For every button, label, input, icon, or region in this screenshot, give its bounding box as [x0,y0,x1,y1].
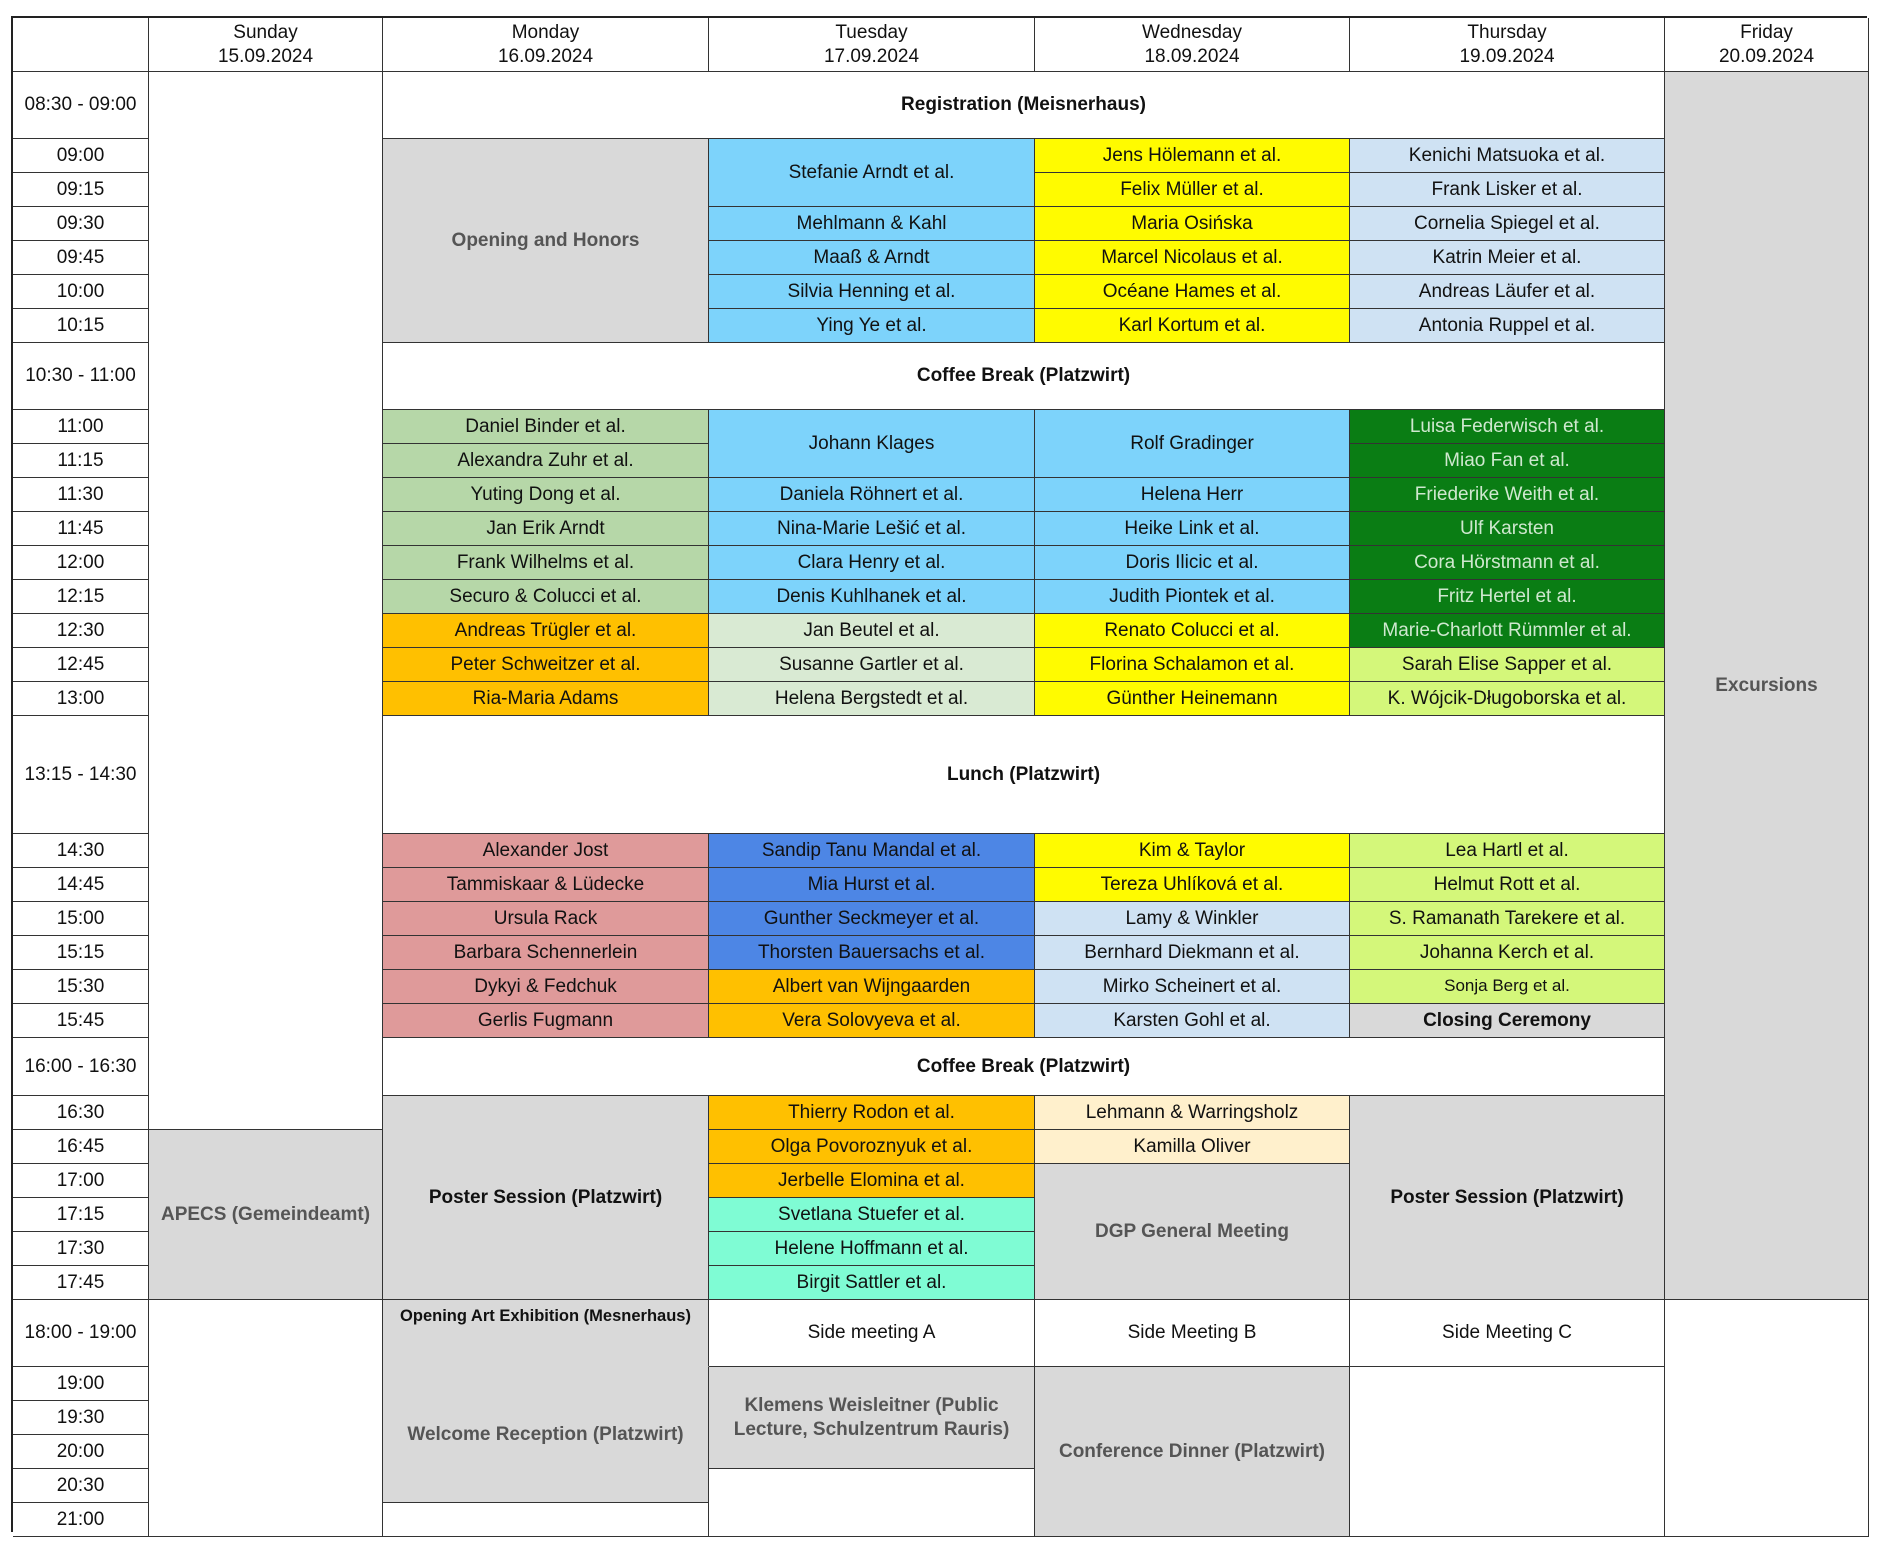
talk: Ulf Karsten [1350,512,1665,546]
coffee-break-afternoon: Coffee Break (Platzwirt) [383,1038,1665,1096]
talk: Lamy & Winkler [1035,902,1350,936]
excursions: Excursions [1665,72,1869,1300]
talk: Océane Hames et al. [1035,275,1350,309]
talk: Gunther Seckmeyer et al. [709,902,1035,936]
time-slot: 09:45 [13,241,149,275]
side-meeting-c: Side Meeting C [1350,1300,1665,1367]
talk: Sandip Tanu Mandal et al. [709,834,1035,868]
day-header-wednesday: Wednesday 18.09.2024 [1035,18,1350,72]
time-slot: 13:00 [13,682,149,716]
talk: Ying Ye et al. [709,309,1035,343]
day-header-monday: Monday 16.09.2024 [383,18,709,72]
talk: Barbara Schennerlein [383,936,709,970]
talk: Jan Beutel et al. [709,614,1035,648]
talk: Jerbelle Elomina et al. [709,1164,1035,1198]
time-slot: 08:30 - 09:00 [13,72,149,139]
time-slot: 20:30 [13,1469,149,1503]
talk: Tereza Uhlíková et al. [1035,868,1350,902]
talk: Ria-Maria Adams [383,682,709,716]
tuesday-late-empty [709,1469,1035,1537]
talk: Friederike Weith et al. [1350,478,1665,512]
talk: Renato Colucci et al. [1035,614,1350,648]
talk: Alexander Jost [383,834,709,868]
time-slot: 17:00 [13,1164,149,1198]
talk: Peter Schweitzer et al. [383,648,709,682]
time-slot: 14:45 [13,868,149,902]
talk: Karsten Gohl et al. [1035,1004,1350,1038]
time-slot: 17:15 [13,1198,149,1232]
talk: Karl Kortum et al. [1035,309,1350,343]
time-slot: 15:45 [13,1004,149,1038]
talk: Thierry Rodon et al. [709,1096,1035,1130]
talk: Birgit Sattler et al. [709,1266,1035,1300]
opening-and-honors: Opening and Honors [383,139,709,343]
talk: Fritz Hertel et al. [1350,580,1665,614]
talk: Antonia Ruppel et al. [1350,309,1665,343]
time-slot: 17:45 [13,1266,149,1300]
talk: Sarah Elise Sapper et al. [1350,648,1665,682]
talk: Susanne Gartler et al. [709,648,1035,682]
day-header-friday: Friday 20.09.2024 [1665,18,1869,72]
talk: Albert van Wijngaarden [709,970,1035,1004]
opening-art-exhibition: Opening Art Exhibition (Mesnerhaus) [383,1300,709,1367]
time-slot: 15:00 [13,902,149,936]
talk: Florina Schalamon et al. [1035,648,1350,682]
talk: Cora Hörstmann et al. [1350,546,1665,580]
talk: Marie-Charlott Rümmler et al. [1350,614,1665,648]
time-slot: 11:15 [13,444,149,478]
time-slot: 12:45 [13,648,149,682]
talk: Dykyi & Fedchuk [383,970,709,1004]
time-slot: 10:00 [13,275,149,309]
talk: Sonja Berg et al. [1350,970,1665,1004]
talk: Miao Fan et al. [1350,444,1665,478]
registration: Registration (Meisnerhaus) [383,72,1665,139]
talk: Rolf Gradinger [1035,410,1350,478]
talk: Kenichi Matsuoka et al. [1350,139,1665,173]
talk: Helena Herr [1035,478,1350,512]
time-slot: 10:30 - 11:00 [13,343,149,410]
talk: Frank Lisker et al. [1350,173,1665,207]
day-header-thursday: Thursday 19.09.2024 [1350,18,1665,72]
talk: S. Ramanath Tarekere et al. [1350,902,1665,936]
time-slot: 17:30 [13,1232,149,1266]
time-slot: 14:30 [13,834,149,868]
talk: Silvia Henning et al. [709,275,1035,309]
talk: Gerlis Fugmann [383,1004,709,1038]
talk: Johanna Kerch et al. [1350,936,1665,970]
talk: Stefanie Arndt et al. [709,139,1035,207]
time-slot: 15:15 [13,936,149,970]
talk: Helmut Rott et al. [1350,868,1665,902]
monday-late-empty [383,1503,709,1537]
time-slot: 11:30 [13,478,149,512]
talk: Marcel Nicolaus et al. [1035,241,1350,275]
conference-dinner: Conference Dinner (Platzwirt) [1035,1367,1350,1537]
talk: Thorsten Bauersachs et al. [709,936,1035,970]
time-slot: 16:30 [13,1096,149,1130]
day-header-tuesday: Tuesday 17.09.2024 [709,18,1035,72]
talk: Nina-Marie Lešić et al. [709,512,1035,546]
side-meeting-a: Side meeting A [709,1300,1035,1367]
time-slot: 18:00 - 19:00 [13,1300,149,1367]
time-slot: 15:30 [13,970,149,1004]
time-slot: 19:30 [13,1401,149,1435]
time-slot: 12:30 [13,614,149,648]
talk: Frank Wilhelms et al. [383,546,709,580]
poster-session-thursday: Poster Session (Platzwirt) [1350,1096,1665,1300]
talk: Felix Müller et al. [1035,173,1350,207]
time-slot: 09:00 [13,139,149,173]
time-slot: 20:00 [13,1435,149,1469]
talk: Daniel Binder et al. [383,410,709,444]
time-slot: 09:15 [13,173,149,207]
poster-session-monday: Poster Session (Platzwirt) [383,1096,709,1300]
talk: Jens Hölemann et al. [1035,139,1350,173]
talk: Mia Hurst et al. [709,868,1035,902]
friday-evening-empty [1665,1300,1869,1537]
talk: Daniela Röhnert et al. [709,478,1035,512]
talk: Andreas Läufer et al. [1350,275,1665,309]
talk: Olga Povoroznyuk et al. [709,1130,1035,1164]
talk: Tammiskaar & Lüdecke [383,868,709,902]
talk: Denis Kuhlhanek et al. [709,580,1035,614]
day-header-sunday: Sunday 15.09.2024 [149,18,383,72]
dgp-general-meeting: DGP General Meeting [1035,1164,1350,1300]
apecs-meeting: APECS (Gemeindeamt) [149,1130,383,1300]
time-slot: 11:45 [13,512,149,546]
time-slot: 12:00 [13,546,149,580]
coffee-break-morning: Coffee Break (Platzwirt) [383,343,1665,410]
time-slot: 16:45 [13,1130,149,1164]
time-slot: 09:30 [13,207,149,241]
closing-ceremony: Closing Ceremony [1350,1004,1665,1038]
talk: Clara Henry et al. [709,546,1035,580]
time-slot: 19:00 [13,1367,149,1401]
side-meeting-b: Side Meeting B [1035,1300,1350,1367]
talk: Securo & Colucci et al. [383,580,709,614]
time-slot: 12:15 [13,580,149,614]
talk: Heike Link et al. [1035,512,1350,546]
talk: Ursula Rack [383,902,709,936]
public-lecture: Klemens Weisleitner (Public Lecture, Schulzentrum Rauris) [709,1367,1035,1469]
talk: Lehmann & Warringsholz [1035,1096,1350,1130]
talk: Svetlana Stuefer et al. [709,1198,1035,1232]
sunday-empty [149,72,383,1130]
talk: Johann Klages [709,410,1035,478]
talk: Mehlmann & Kahl [709,207,1035,241]
talk: Kamilla Oliver [1035,1130,1350,1164]
talk: Bernhard Diekmann et al. [1035,936,1350,970]
talk: Maria Osińska [1035,207,1350,241]
time-slot: 11:00 [13,410,149,444]
conference-schedule-table [11,16,1867,1532]
talk: Kim & Taylor [1035,834,1350,868]
talk: Alexandra Zuhr et al. [383,444,709,478]
talk: K. Wójcik-Długoborska et al. [1350,682,1665,716]
time-slot: 10:15 [13,309,149,343]
lunch: Lunch (Platzwirt) [383,716,1665,834]
time-slot: 16:00 - 16:30 [13,1038,149,1096]
talk: Luisa Federwisch et al. [1350,410,1665,444]
welcome-reception: Welcome Reception (Platzwirt) [383,1367,709,1503]
talk: Mirko Scheinert et al. [1035,970,1350,1004]
corner-cell [13,18,149,72]
talk: Maaß & Arndt [709,241,1035,275]
talk: Andreas Trügler et al. [383,614,709,648]
thursday-evening-empty [1350,1367,1665,1537]
talk: Helene Hoffmann et al. [709,1232,1035,1266]
time-slot: 13:15 - 14:30 [13,716,149,834]
talk: Günther Heinemann [1035,682,1350,716]
time-slot: 21:00 [13,1503,149,1537]
talk: Judith Piontek et al. [1035,580,1350,614]
talk: Doris Ilicic et al. [1035,546,1350,580]
talk: Lea Hartl et al. [1350,834,1665,868]
talk: Vera Solovyeva et al. [709,1004,1035,1038]
sunday-evening-empty [149,1300,383,1537]
talk: Helena Bergstedt et al. [709,682,1035,716]
talk: Cornelia Spiegel et al. [1350,207,1665,241]
talk: Yuting Dong et al. [383,478,709,512]
talk: Jan Erik Arndt [383,512,709,546]
talk: Katrin Meier et al. [1350,241,1665,275]
